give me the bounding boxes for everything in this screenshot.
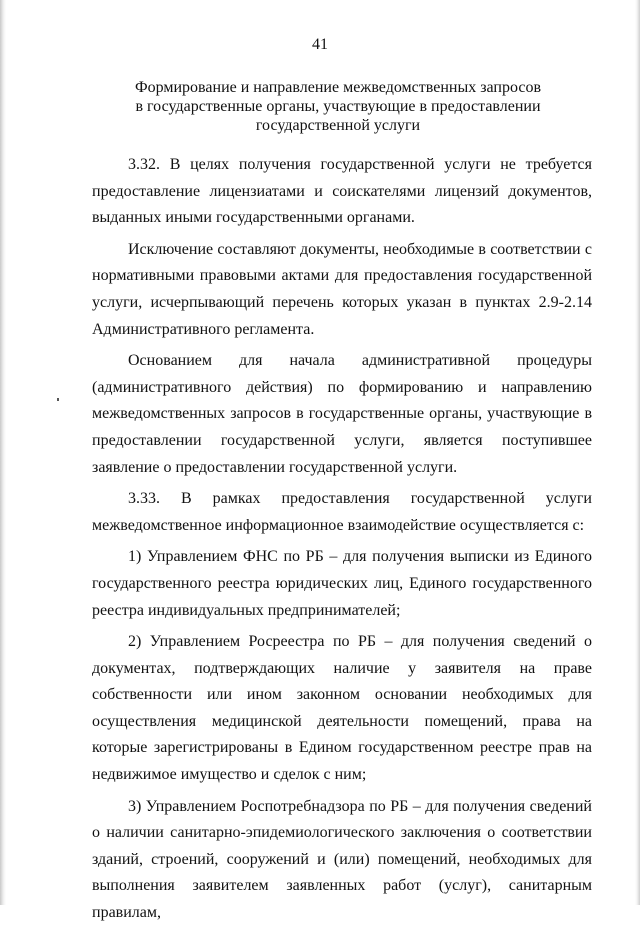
paragraph-3-33: 3.33. В рамках предоставления государственной услуги межведомственное информационное взаимодействие осуществляется с:: [92, 490, 592, 534]
section-heading-line: государственной услуги: [255, 117, 421, 134]
paragraph-basis: Основанием для начала административной процедуры (административного действия) по формированию и направлению межведомственных запросов в государственные органы, участвующие в предоставлении государственной услуги, является поступившее заявление о предоставлении государственной услуги.: [92, 352, 592, 476]
scan-edge-right: [635, 0, 640, 905]
paragraph-exception: Исключение составляют документы, необходимые в соответствии с нормативными правовыми актами для предоставления государственной услуги, исчерпывающий перечень которых указан в пунктах 2.9-2.14 Административного регламента.: [92, 240, 592, 338]
list-item-fns: 1) Управлением ФНС по РБ – для получения выписки из Единого государственного реестра юридических лиц, Единого государственного реестра индивидуальных предпринимателей;: [92, 548, 592, 619]
section-heading-line: в государственные органы, участвующие в предоставлении: [135, 98, 541, 115]
scan-edge-left: [0, 0, 6, 905]
section-heading-line: Формирование и направление межведомственных запросов: [134, 79, 542, 96]
list-item-rospotrebnadzor: 3) Управлением Роспотребнадзора по РБ – для получения сведений о наличии санитарно-эпидемиологического заключения о соответствии зданий, строений, сооружений и (или) помещений, необходимых для выполнения заявителем заявленных работ (услуг), санитарным правилам,: [92, 797, 592, 922]
section-heading: [80, 78, 596, 135]
page-number: 41: [312, 36, 328, 53]
list-item-rosreestr: 2) Управлением Росреестра по РБ – для получения сведений о документах, подтверждающих наличие у заявителя на праве собственности или ином законном основании необходимых для осуществления медицинской деятельности помещений, права на которые зарегистрированы в Едином государственном реестре прав на недвижимое имущество и сделок с ним;: [92, 633, 592, 784]
scan-speck: [57, 398, 59, 401]
paragraph-3-32: 3.32. В целях получения государственной услуги не требуется предоставление лицензиатами и соискателями лицензий документов, выданных иными государственными органами.: [92, 156, 592, 227]
document-body: [92, 152, 592, 932]
